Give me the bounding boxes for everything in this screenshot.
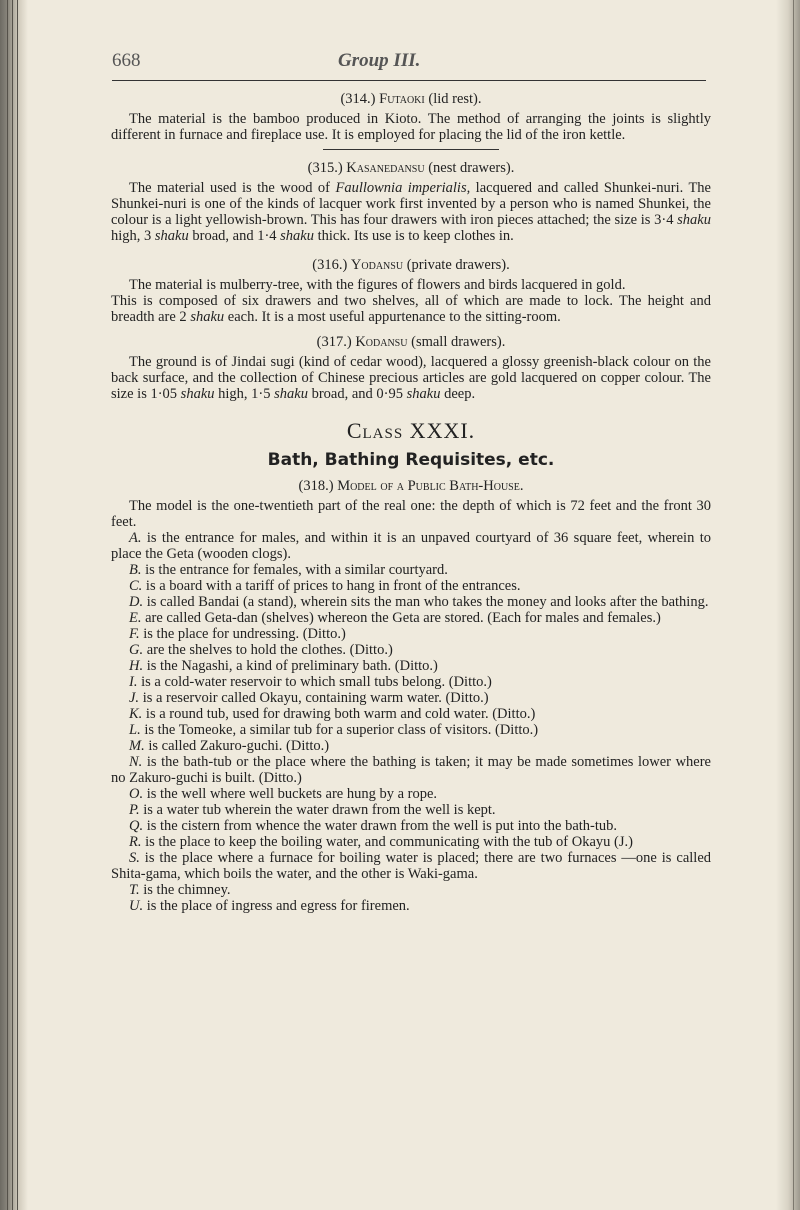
legend-letter: J. bbox=[129, 690, 140, 706]
legend-letter: M. bbox=[129, 738, 145, 754]
legend-entry bbox=[111, 530, 711, 562]
item-name: Kasanedansu bbox=[346, 160, 425, 176]
legend-text: is the Nagashi, a kind of preliminary bath. (Ditto.) bbox=[143, 658, 438, 674]
legend-text: is a round tub, used for drawing both warm and cold water. (Ditto.) bbox=[142, 706, 536, 722]
item-description-314: The material is the bamboo produced in Kioto. The method of arranging the joints is slightly different in furnace and fireplace use. It is employed for placing the lid of the iron kettle. bbox=[111, 111, 711, 143]
legend-letter: L. bbox=[129, 722, 141, 738]
bath-house-legend bbox=[111, 530, 711, 914]
item-name: Model of a Public Bath-House. bbox=[337, 478, 524, 494]
legend-entry bbox=[111, 610, 711, 626]
legend-entry bbox=[111, 642, 711, 658]
legend-text: is the well where well buckets are hung by a rope. bbox=[143, 786, 438, 802]
legend-entry bbox=[111, 562, 711, 578]
legend-text: is the entrance for males, and within it is an unpaved courtyard of 36 square feet, wherein to place the Geta (wooden clogs). bbox=[111, 530, 711, 562]
legend-text: is a water tub wherein the water drawn from the well is kept. bbox=[139, 802, 496, 818]
legend-entry bbox=[111, 706, 711, 722]
legend-text: is a board with a tariff of prices to hang in front of the entrances. bbox=[142, 578, 521, 594]
item-heading-317: (317.) Kodansu (small drawers). bbox=[316, 334, 506, 350]
legend-text: is the place where a furnace for boiling water is placed; there are two furnaces —one is called Shita-gama, which boils the water, and the other is Waki-gama. bbox=[111, 850, 711, 882]
legend-entry bbox=[111, 786, 711, 802]
legend-letter: S. bbox=[129, 850, 140, 866]
page-edge-line bbox=[793, 0, 794, 1210]
legend-letter: C. bbox=[129, 578, 143, 594]
page-header bbox=[112, 50, 706, 81]
item-name: Yodansu bbox=[350, 257, 404, 273]
legend-letter: R. bbox=[129, 834, 142, 850]
page-number: 668 bbox=[112, 50, 141, 71]
legend-text: is the chimney. bbox=[139, 882, 231, 898]
class-heading: Class XXXI. bbox=[346, 418, 476, 443]
legend-text: is the Tomeoke, a similar tub for a superior class of visitors. (Ditto.) bbox=[140, 722, 539, 738]
item-description-318: The model is the one-twentieth part of the real one: the depth of which is 72 feet and the front 30 feet. bbox=[111, 498, 711, 530]
legend-text: is the cistern from whence the water drawn from the well is put into the bath-tub. bbox=[143, 818, 618, 834]
item-description-316: The material is mulberry-tree, with the figures of flowers and birds lacquered in gold. bbox=[129, 277, 626, 293]
legend-letter: F. bbox=[129, 626, 140, 642]
legend-entry bbox=[111, 738, 711, 754]
gutter-line bbox=[17, 0, 18, 1210]
legend-text: is the place for undressing. (Ditto.) bbox=[139, 626, 346, 642]
legend-text: is the entrance for females, with a similar courtyard. bbox=[141, 562, 448, 578]
gutter-line bbox=[12, 0, 13, 1210]
item-heading-316: (316.) Yodansu (private drawers). bbox=[312, 257, 510, 273]
legend-text: is called Bandai (a stand), wherein sits the man who takes the money and looks after the bathing. bbox=[143, 594, 709, 610]
gutter-line bbox=[7, 0, 8, 1210]
page-edge-shadow bbox=[776, 0, 800, 1210]
legend-text: is called Zakuro-guchi. (Ditto.) bbox=[144, 738, 330, 754]
running-head: Group III. bbox=[338, 50, 421, 71]
legend-letter: A. bbox=[129, 530, 142, 546]
item-name: Futaoki bbox=[379, 91, 425, 107]
legend-letter: Q. bbox=[129, 818, 144, 834]
legend-entry bbox=[111, 818, 711, 834]
legend-entry bbox=[111, 898, 711, 914]
item-heading-318: (318.) Model of a Public Bath-House. bbox=[298, 478, 524, 494]
legend-letter: B. bbox=[129, 562, 142, 578]
legend-letter: U. bbox=[129, 898, 144, 914]
legend-text: are called Geta-dan (shelves) whereon the Geta are stored. (Each for males and females.) bbox=[141, 610, 661, 626]
legend-entry bbox=[111, 658, 711, 674]
item-description-315: The material used is the wood of Faullownia imperialis, lacquered and called Shunkei-nuri. The Shunkei-nuri is one of the kinds of lacquer work first invented by a person who is named Shunkei, the colour is a light yellowish-brown. This has four drawers with iron pieces attached; the size is 3·4 shaku high, 3 shaku broad, and 1·4 shaku thick. Its use is to keep clothes in. bbox=[111, 180, 711, 244]
legend-letter: K. bbox=[129, 706, 143, 722]
legend-text: is a cold-water reservoir to which small tubs belong. (Ditto.) bbox=[137, 674, 492, 690]
legend-entry bbox=[111, 722, 711, 738]
page-gutter-shadow bbox=[0, 0, 28, 1210]
class-subheading: Bath, Bathing Requisites, etc. bbox=[267, 450, 555, 470]
legend-text: are the shelves to hold the clothes. (Ditto.) bbox=[143, 642, 393, 658]
legend-letter: O. bbox=[129, 786, 144, 802]
legend-entry bbox=[111, 802, 711, 818]
legend-text: is the place to keep the boiling water, and communicating with the tub of Okayu (J.) bbox=[141, 834, 633, 850]
item-description-317: The ground is of Jindai sugi (kind of cedar wood), lacquered a glossy greenish-black colour on the back surface, and the collection of Chinese precious articles are gold lacquered on copper colour. The size is 1·05 shaku high, 1·5 shaku broad, and 0·95 shaku deep. bbox=[111, 354, 711, 402]
legend-letter: P. bbox=[129, 802, 140, 818]
legend-entry bbox=[111, 594, 711, 610]
legend-entry bbox=[111, 690, 711, 706]
legend-letter: H. bbox=[129, 658, 144, 674]
legend-entry bbox=[111, 754, 711, 786]
item-heading-314: (314.) Futaoki (lid rest). bbox=[340, 91, 482, 107]
legend-text: is the bath-tub or the place where the bathing is taken; it may be made sometimes lower where no Zakuro-guchi is built. (Ditto.) bbox=[111, 754, 711, 786]
legend-letter: E. bbox=[129, 610, 142, 626]
legend-entry bbox=[111, 578, 711, 594]
page-body bbox=[111, 91, 711, 914]
section-divider bbox=[323, 149, 499, 150]
legend-entry bbox=[111, 850, 711, 882]
legend-letter: G. bbox=[129, 642, 144, 658]
legend-letter: D. bbox=[129, 594, 144, 610]
legend-entry bbox=[111, 834, 711, 850]
legend-letter: I. bbox=[129, 674, 138, 690]
legend-entry bbox=[111, 626, 711, 642]
legend-text: is the place of ingress and egress for firemen. bbox=[143, 898, 410, 914]
legend-letter: T. bbox=[129, 882, 140, 898]
item-name: Kodansu bbox=[355, 334, 408, 350]
legend-letter: N. bbox=[129, 754, 143, 770]
legend-entry bbox=[111, 882, 711, 898]
legend-text: is a reservoir called Okayu, containing warm water. (Ditto.) bbox=[139, 690, 489, 706]
item-heading-315: (315.) Kasanedansu (nest drawers). bbox=[307, 160, 515, 176]
legend-entry bbox=[111, 674, 711, 690]
item-description-316-cont: This is composed of six drawers and two shelves, all of which are made to lock. The height and breadth are 2 shaku each. It is a most useful appurtenance to the sitting-room. bbox=[111, 293, 711, 325]
